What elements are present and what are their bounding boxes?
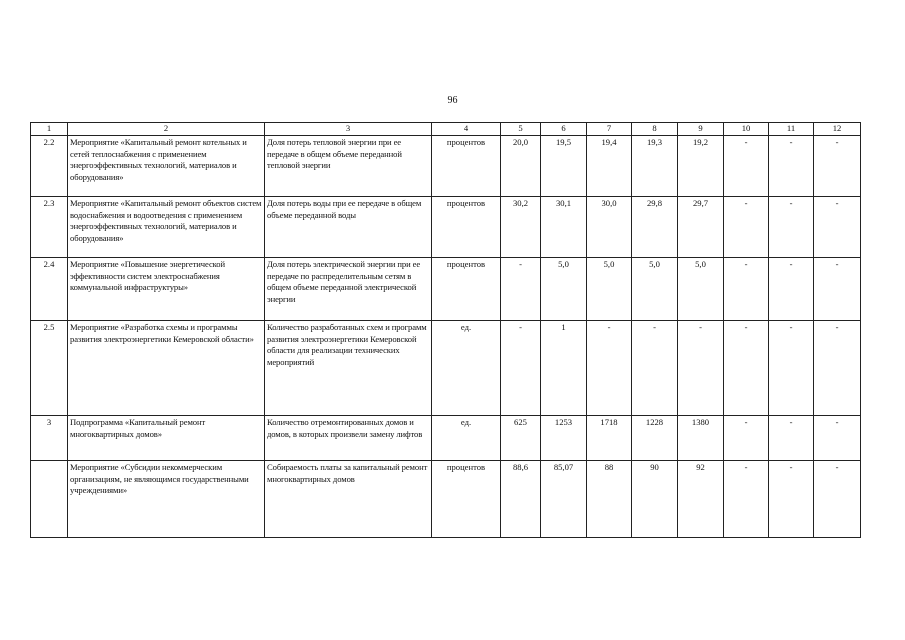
row-number: 2.2 (31, 135, 68, 196)
value-cell: 1 (541, 320, 587, 415)
value-cell: - (769, 320, 814, 415)
measure-cell: Мероприятие «Капитальный ремонт объектов систем водоснабжения и водоотведения с применением энергоэффективных технологий, материалов и оборудования» (68, 196, 265, 257)
measure-cell: Подпрограмма «Капитальный ремонт многоквартирных домов» (68, 415, 265, 460)
indicator-cell: Доля потерь воды при ее передаче в общем объеме переданной воды (265, 196, 432, 257)
value-cell: 1253 (541, 415, 587, 460)
header-cell: 11 (769, 123, 814, 136)
value-cell: - (769, 415, 814, 460)
row-number: 2.4 (31, 257, 68, 320)
value-cell: 5,0 (678, 257, 724, 320)
unit-cell: процентов (432, 196, 501, 257)
header-cell: 4 (432, 123, 501, 136)
value-cell: 19,5 (541, 135, 587, 196)
page-number: 96 (447, 95, 458, 106)
header-cell: 9 (678, 123, 724, 136)
row-number: 2.5 (31, 320, 68, 415)
value-cell: 90 (632, 460, 678, 537)
header-cell: 7 (587, 123, 632, 136)
value-cell: 29,7 (678, 196, 724, 257)
value-cell: - (814, 257, 861, 320)
value-cell: - (769, 257, 814, 320)
indicator-cell: Собираемость платы за капитальный ремонт многоквартирных домов (265, 460, 432, 537)
header-row (31, 123, 861, 136)
header-cell: 8 (632, 123, 678, 136)
unit-cell: процентов (432, 257, 501, 320)
value-cell: - (678, 320, 724, 415)
measure-cell: Мероприятие «Повышение энергетической эффективности систем электроснабжения коммунальной инфраструктуры» (68, 257, 265, 320)
value-cell: 30,1 (541, 196, 587, 257)
unit-cell: ед. (432, 415, 501, 460)
table-row (31, 460, 861, 537)
value-cell: 30,2 (501, 196, 541, 257)
measure-cell: Мероприятие «Субсидии некоммерческим организациям, не являющимся государственными учреждениями» (68, 460, 265, 537)
value-cell: - (587, 320, 632, 415)
header-cell: 12 (814, 123, 861, 136)
value-cell: 85,07 (541, 460, 587, 537)
measure-cell: Мероприятие «Капитальный ремонт котельных и сетей теплоснабжения с применением энергоэффективных технологий, материалов и оборудования» (68, 135, 265, 196)
value-cell: - (814, 320, 861, 415)
table-row (31, 257, 861, 320)
header-cell: 1 (31, 123, 68, 136)
value-cell: - (724, 257, 769, 320)
table-row (31, 415, 861, 460)
value-cell: 88,6 (501, 460, 541, 537)
unit-cell: процентов (432, 460, 501, 537)
table-row (31, 135, 861, 196)
measure-cell: Мероприятие «Разработка схемы и программы развития электроэнергетики Кемеровской области» (68, 320, 265, 415)
value-cell: 5,0 (587, 257, 632, 320)
row-number: 2.3 (31, 196, 68, 257)
value-cell: 1228 (632, 415, 678, 460)
value-cell: 5,0 (632, 257, 678, 320)
unit-cell: ед. (432, 320, 501, 415)
value-cell: 19,2 (678, 135, 724, 196)
value-cell: - (814, 196, 861, 257)
value-cell: - (501, 257, 541, 320)
table-row (31, 320, 861, 415)
value-cell: - (724, 196, 769, 257)
value-cell: 625 (501, 415, 541, 460)
value-cell: - (814, 460, 861, 537)
indicator-cell: Доля потерь тепловой энергии при ее передаче в общем объеме переданной тепловой энергии (265, 135, 432, 196)
value-cell: - (814, 135, 861, 196)
value-cell: - (814, 415, 861, 460)
value-cell: - (501, 320, 541, 415)
value-cell: 5,0 (541, 257, 587, 320)
header-cell: 2 (68, 123, 265, 136)
row-number: 3 (31, 415, 68, 460)
value-cell: 1380 (678, 415, 724, 460)
value-cell: 19,3 (632, 135, 678, 196)
value-cell: - (724, 135, 769, 196)
indicator-cell: Количество разработанных схем и программ развития электроэнергетики Кемеровской области для реализации технических мероприятий (265, 320, 432, 415)
table-row (31, 196, 861, 257)
value-cell: 88 (587, 460, 632, 537)
value-cell: - (769, 135, 814, 196)
value-cell: - (769, 460, 814, 537)
row-number (31, 460, 68, 537)
header-cell: 6 (541, 123, 587, 136)
header-cell: 10 (724, 123, 769, 136)
value-cell: - (632, 320, 678, 415)
value-cell: - (724, 320, 769, 415)
indicator-cell: Доля потерь электрической энергии при ее передаче по распределительным сетям в общем объеме переданной электрической энергии (265, 257, 432, 320)
value-cell: 30,0 (587, 196, 632, 257)
value-cell: - (724, 415, 769, 460)
value-cell: 29,8 (632, 196, 678, 257)
value-cell: 20,0 (501, 135, 541, 196)
value-cell: 92 (678, 460, 724, 537)
indicator-cell: Количество отремонтированных домов и домов, в которых произвели замену лифтов (265, 415, 432, 460)
value-cell: 1718 (587, 415, 632, 460)
value-cell: - (769, 196, 814, 257)
value-cell: 19,4 (587, 135, 632, 196)
unit-cell: процентов (432, 135, 501, 196)
header-cell: 3 (265, 123, 432, 136)
indicators-table (30, 122, 861, 538)
value-cell: - (724, 460, 769, 537)
header-cell: 5 (501, 123, 541, 136)
